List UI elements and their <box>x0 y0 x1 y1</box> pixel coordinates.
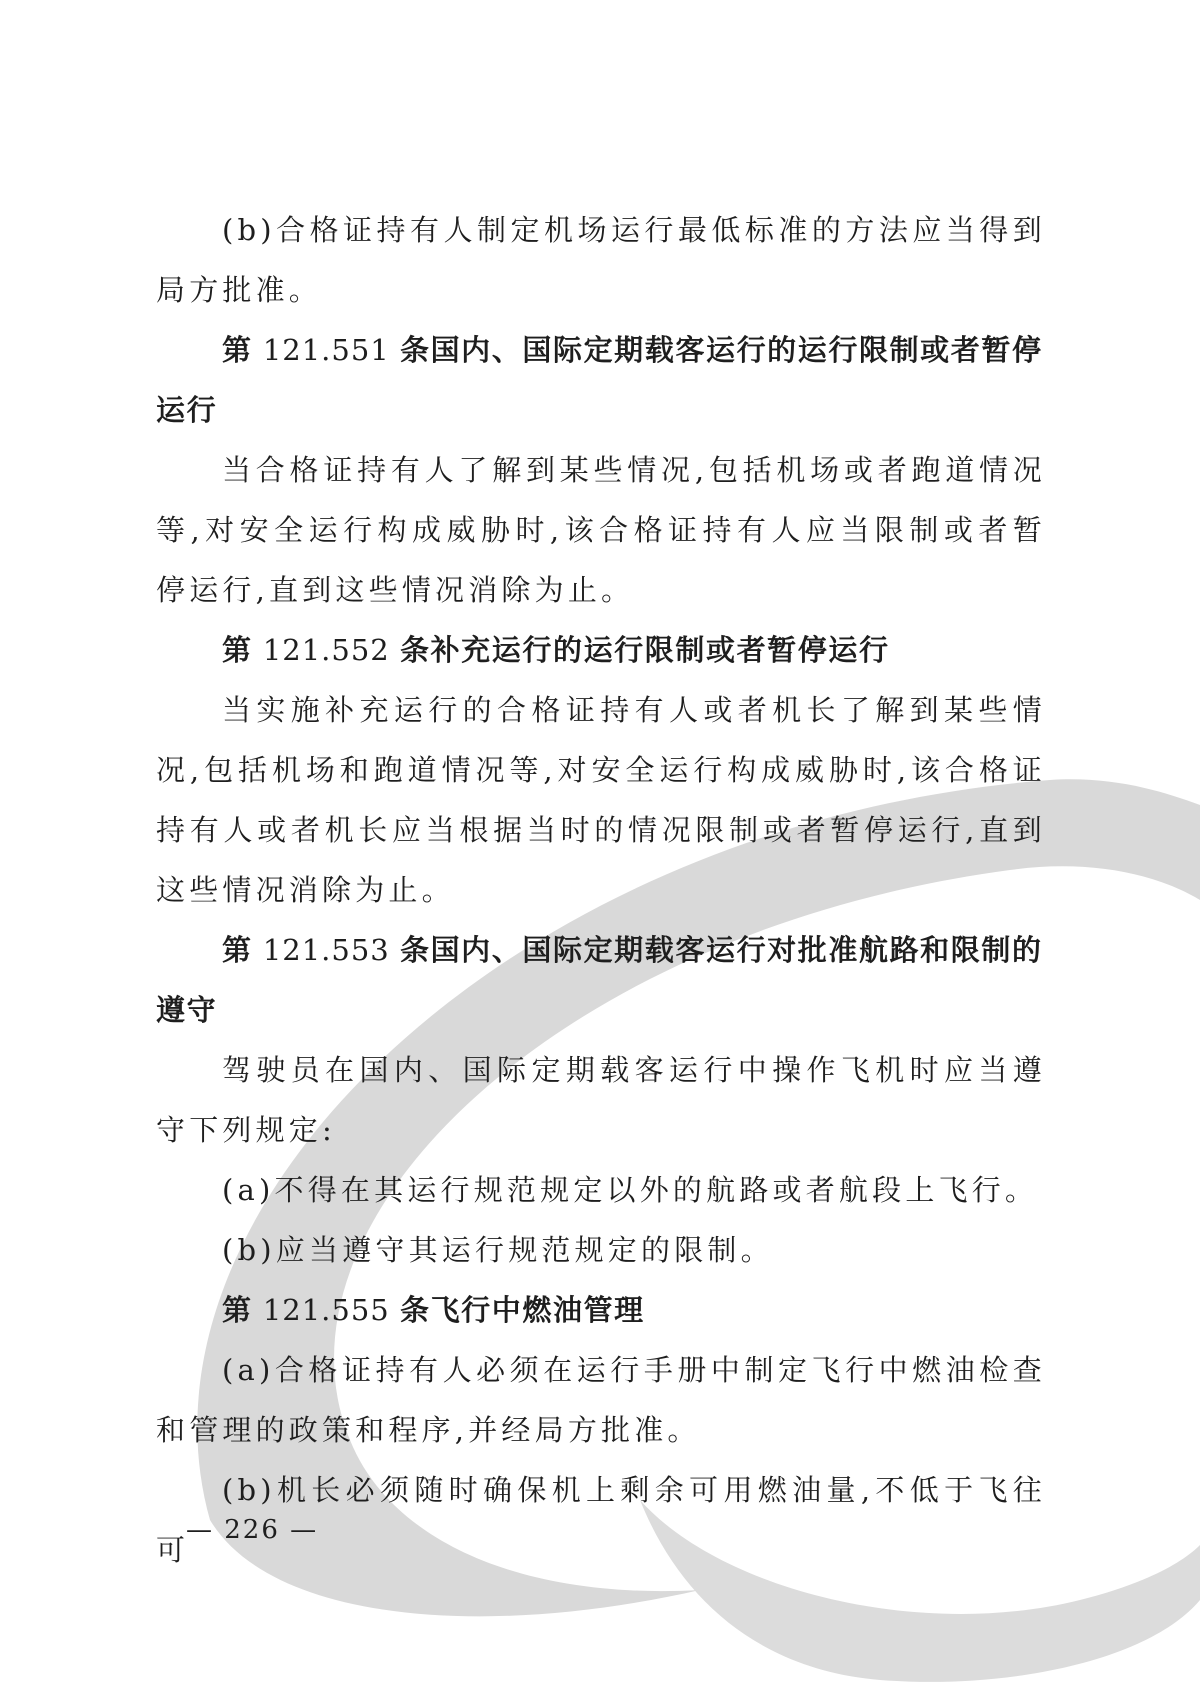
article-prefix: 第 <box>222 633 253 667</box>
article-title: 条飞行中燃油管理 <box>399 1293 645 1327</box>
paragraph: 驾驶员在国内、国际定期载客运行中操作飞机时应当遵守下列规定: <box>156 1053 1046 1147</box>
article-title: 条国内、国际定期载客运行对批准航路和限制的遵守 <box>156 933 1043 1027</box>
article-heading <box>156 1280 1046 1340</box>
article-title: 条补充运行的运行限制或者暂停运行 <box>399 633 890 667</box>
paragraph: 当合格证持有人了解到某些情况,包括机场或者跑道情况等,对安全运行构成威胁时,该合格证持有人应当限制或者暂停运行,直到这些情况消除为止。 <box>156 453 1046 607</box>
article-heading <box>156 620 1046 680</box>
paragraph: (b)机长必须随时确保机上剩余可用燃油量,不低于飞往可 <box>156 1473 1046 1567</box>
article-prefix: 第 <box>222 333 253 367</box>
article-prefix: 第 <box>222 933 253 967</box>
article-number: 121.552 <box>252 633 400 667</box>
article-number: 121.553 <box>252 933 400 967</box>
paragraph: (a)不得在其运行规范规定以外的航路或者航段上飞行。 <box>222 1173 1039 1207</box>
paragraph: (b)应当遵守其运行规范规定的限制。 <box>222 1233 774 1267</box>
paragraph: 当实施补充运行的合格证持有人或者机长了解到某些情况,包括机场和跑道情况等,对安全运行构成威胁时,该合格证持有人或者机长应当根据当时的情况限制或者暂停运行,直到这些情况消除为止。 <box>156 693 1046 907</box>
article-heading <box>156 320 1046 440</box>
document-body <box>156 200 1046 1580</box>
article-heading <box>156 920 1046 1040</box>
paragraph: (b)合格证持有人制定机场运行最低标准的方法应当得到局方批准。 <box>156 213 1046 307</box>
article-title: 条国内、国际定期载客运行的运行限制或者暂停运行 <box>156 333 1043 427</box>
article-prefix: 第 <box>222 1293 253 1327</box>
article-number: 121.555 <box>252 1293 400 1327</box>
page-number: — 226 — <box>186 1515 319 1545</box>
paragraph: (a)合格证持有人必须在运行手册中制定飞行中燃油检查和管理的政策和程序,并经局方批准。 <box>156 1353 1046 1447</box>
article-number: 121.551 <box>252 333 400 367</box>
